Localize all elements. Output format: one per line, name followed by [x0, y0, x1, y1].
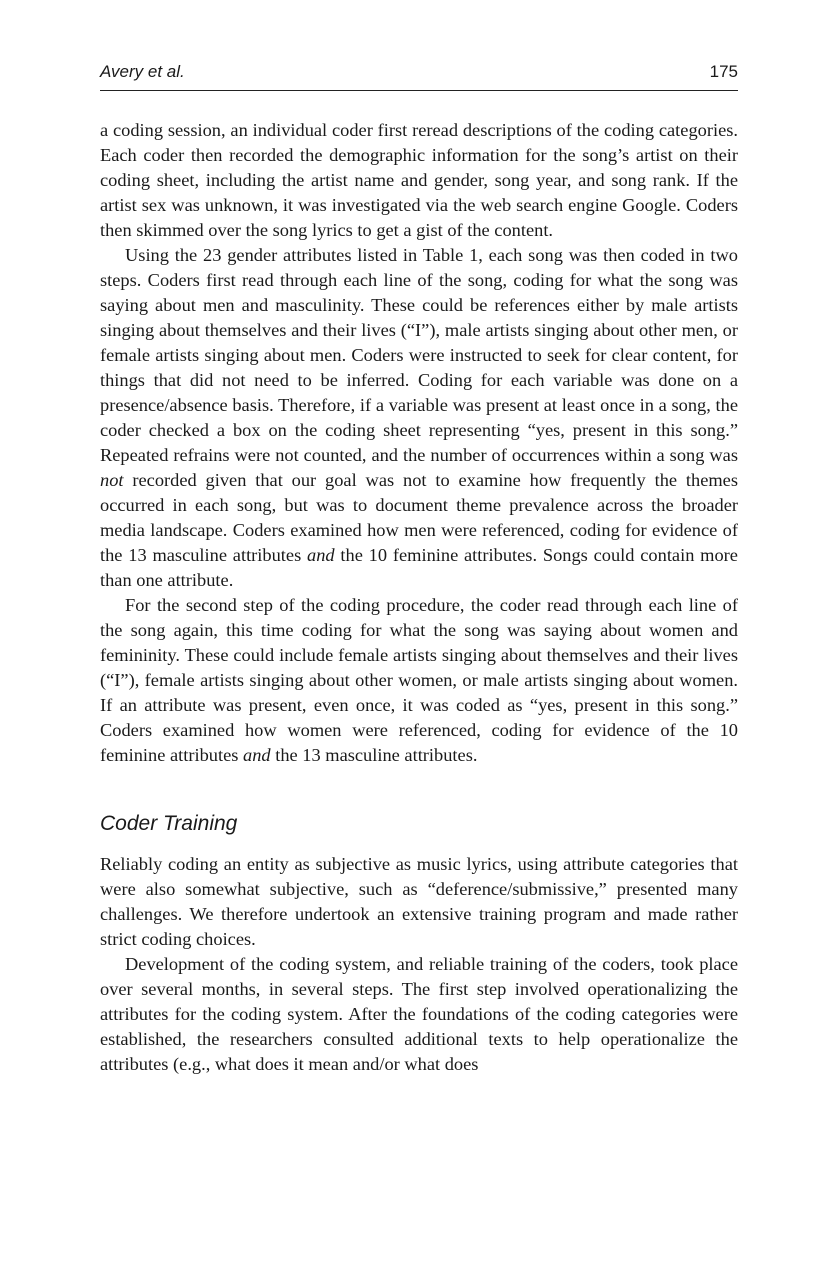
paragraph-reliably-coding: Reliably coding an entity as subjective as music lyrics, using attribute categories that were also somewhat subjective, such as “deference/submissive,” presented many challenges. We therefore undertook an extensive training program and made rather strict coding choices.	[100, 854, 738, 949]
body-text	[100, 118, 738, 1077]
emphasis-and: and	[307, 545, 335, 565]
running-head	[100, 62, 738, 91]
paragraph-second-step-part-b: the 13 masculine attributes.	[270, 745, 478, 765]
emphasis-and-2: and	[243, 745, 271, 765]
paragraph-two-steps-part-a: Using the 23 gender attributes listed in Table 1, each song was then coded in two steps. Coders first read through each line of the song, coding for what the song was saying about men and masculinity. These could be references either by male artists singing about themselves and their lives (“I”), male artists singing about other men, or female artists singing about men. Coders were instructed to seek for clear content, for things that did not need to be inferred. Coding for each variable was done on a presence/absence basis. Therefore, if a variable was present at least once in a song, the coder checked a box on the coding sheet representing “yes, present in this song.” Repeated refrains were not counted, and the number of occurrences within a song was	[100, 245, 738, 465]
section-heading-coder-training: Coder Training	[100, 812, 238, 835]
paragraph-second-step	[100, 593, 738, 768]
emphasis-not: not	[100, 470, 124, 490]
paragraph-second-step-part-a: For the second step of the coding procedure, the coder read through each line of the song again, this time coding for what the song was saying about women and femininity. These could include female artists singing about themselves and their lives (“I”), female artists singing about other women, or male artists singing about women. If an attribute was present, even once, it was coded as “yes, present in this song.” Coders examined how women were referenced, coding for evidence of the 10 feminine attributes	[100, 595, 738, 765]
page	[100, 62, 738, 1077]
page-number: 175	[709, 62, 738, 81]
running-head-authors: Avery et al.	[100, 62, 185, 81]
paragraph-coding-session: a coding session, an individual coder first reread descriptions of the coding categories. Each coder then recorded the demographic information for the song’s artist on their coding sheet, including the artist name and gender, song year, and song rank. If the artist sex was unknown, it was investigated via the web search engine Google. Coders then skimmed over the song lyrics to get a gist of the content.	[100, 120, 738, 240]
paragraph-development: Development of the coding system, and reliable training of the coders, took place over several months, in several steps. The first step involved operationalizing the attributes for the coding system. After the foundations of the coding categories were established, the researchers consulted additional texts to help operationalize the attributes (e.g., what does it mean and/or what does	[100, 954, 738, 1074]
paragraph-two-steps-part-c: the 10 feminine attributes. Songs could contain more than one attribute.	[100, 545, 738, 590]
paragraph-two-steps-part-b: recorded given that our goal was not to examine how frequently the themes occurred in each song, but was to document theme prevalence across the broader media landscape. Coders examined how men were referenced, coding for evidence of the 13 masculine attributes	[100, 470, 738, 565]
paragraph-two-steps	[100, 243, 738, 593]
